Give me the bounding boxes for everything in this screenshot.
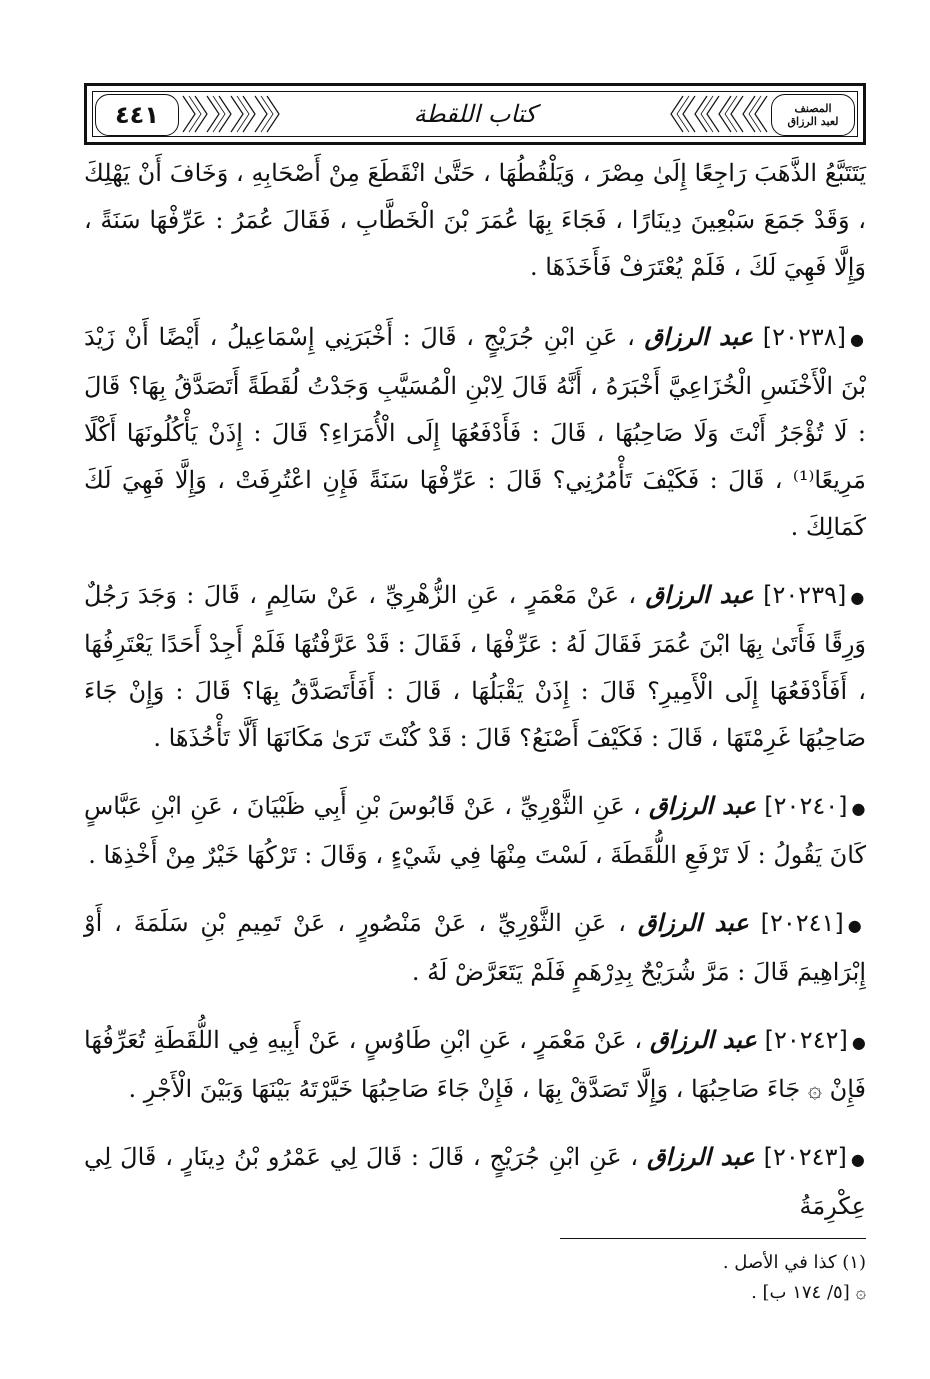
hadith-text: ، عَنْ مَعْمَرٍ ، عَنِ ابْنِ طَاوُسٍ ، عَنْ أَبِيهِ فِي اللُّقَطَةِ تُعَرِّفُهَا فَإِنْ ۞ جَاءَ صَاحِبُهَا ، وَإِلَّا تَصَدَّقْ بِهَا ، فَإِنْ جَاءَ صَاحِبُهَا خَيَّرْتَهُ بَيْنَهَا وَبَيْنَ الْأَجْرِ . <box>84 1026 866 1103</box>
page-number-box <box>95 94 179 136</box>
paragraph-continuation <box>84 150 866 291</box>
bullet-dot: ● <box>847 916 867 935</box>
hadith-number: [٢٠٢٤٠] <box>764 792 848 820</box>
chapter-title: كتاب اللقطة <box>413 100 537 128</box>
hadith-text: ، عَنِ ابْنِ جُرَيْجٍ ، قَالَ : قَالَ لِي عَمْرُو بْنُ دِينَارٍ ، قَالَ لِي عِكْرِمَةُ <box>84 1143 866 1220</box>
hadith-number: [٢٠٢٣٨] <box>762 323 846 351</box>
main-text <box>84 150 866 1250</box>
ornament-pattern-right <box>659 86 771 142</box>
hadith-number: [٢٠٢٤١] <box>760 909 844 937</box>
logo-line-1: المصنف <box>794 102 832 115</box>
narrator-name: عبد الرزاق <box>650 1025 757 1054</box>
hadith-number: [٢٠٢٤٢] <box>764 1026 848 1054</box>
narrator-name: عبد الرزاق <box>644 322 754 351</box>
hadith-entry <box>84 1016 866 1113</box>
bullet-dot: ● <box>849 330 866 349</box>
hadith-entry <box>84 313 866 551</box>
bullet-dot: ● <box>851 1033 866 1052</box>
narrator-name: عبد الرزاق <box>645 580 754 609</box>
footnote-2: ۞ [٥/ ١٧٤ ب] . <box>751 1282 866 1303</box>
hadith-entry <box>84 1133 866 1230</box>
hadith-text: ، عَنِ الثَّوْرِيِّ ، عَنْ مَنْصُورٍ ، عَنْ تَمِيمِ بْنِ سَلَمَةَ ، أَوْ إِبْرَاهِيمَ قَالَ : مَرَّ شُرَيْحٌ بِدِرْهَمٍ فَلَمْ يَتَعَرَّضْ لَهُ . <box>84 909 866 986</box>
bullet-dot: ● <box>850 588 867 607</box>
page-number: ٤٤١ <box>115 101 159 129</box>
hadith-entry <box>84 899 866 996</box>
ornament-pattern-left <box>179 86 291 142</box>
hadith-number: [٢٠٢٤٣] <box>763 1143 847 1171</box>
hadith-entry <box>84 571 866 762</box>
bullet-dot: ● <box>850 1150 866 1169</box>
logo-line-2: لعبد الرزاق <box>787 115 839 128</box>
paragraph-text: يَتَتَبَّعُ الذَّهَبَ رَاجِعًا إِلَىٰ مِصْرَ ، وَيَلْقُطُهَا ، حَتَّىٰ انْقَطَعَ مِنْ أَصْحَابِهِ ، وَخَافَ أَنْ يَهْلِكَ ، وَقَدْ جَمَعَ سَبْعِينَ دِينَارًا ، فَجَاءَ بِهَا عُمَرَ بْنَ الْخَطَّابِ ، فَقَالَ عُمَرُ : عَرِّفْهَا سَنَةً ، وَإِلَّا فَهِيَ لَكَ ، فَلَمْ يُعْتَرَفْ فَأَخَذَهَا . <box>84 159 866 281</box>
footnote-divider <box>560 1238 866 1239</box>
footnote-1: (١) كذا في الأصل . <box>722 1252 866 1273</box>
narrator-name: عبد الرزاق <box>648 791 757 820</box>
hadith-entry <box>84 782 866 879</box>
book-logo <box>771 94 855 136</box>
hadith-number: [٢٠٢٣٩] <box>763 581 847 609</box>
hadith-text: ، عَنْ مَعْمَرٍ ، عَنِ الزُّهْرِيِّ ، عَنْ سَالِمٍ ، قَالَ : وَجَدَ رَجُلٌ وَرِقًا فَأَتَىٰ بِهَا ابْنَ عُمَرَ فَقَالَ لَهُ : عَرِّفْهَا ، فَقَالَ : قَدْ عَرَّفْتُهَا فَلَمْ أَجِدْ أَحَدًا يَعْتَرِفُهَا ، أَفَأَدْفَعُهَا إِلَى الْأَمِيرِ؟ قَالَ : إِذَنْ يَقْبَلُهَا ، قَالَ : أَفَأَتَصَدَّقُ بِهَا؟ قَالَ : وَإِنْ جَاءَ صَاحِبُهَا غَرِمْتَهَا ، قَالَ : فَكَيْفَ أَصْنَعُ؟ قَالَ : قَدْ كُنْتَ تَرَىٰ مَكَانَهَا أَلَّا تَأْخُذَهَا . <box>84 581 866 752</box>
page-header <box>84 83 866 145</box>
narrator-name: عبد الرزاق <box>646 1142 755 1171</box>
bullet-dot: ● <box>851 799 866 818</box>
footnotes <box>500 1248 866 1308</box>
hadith-text: ، عَنِ ابْنِ جُرَيْجٍ ، قَالَ : أَخْبَرَنِي إِسْمَاعِيلُ ، أَيْضًا أَنْ زَيْدَ بْنَ الْأَخْنَسِ الْخُزَاعِيَّ أَخْبَرَهُ ، أَنَّهُ قَالَ لِابْنِ الْمُسَيَّبِ وَجَدْتُ لُقَطَةً أَتَصَدَّقُ بِهَا؟ قَالَ : لَا تُؤْجَرُ أَنْتَ وَلَا صَاحِبُهَا ، قَالَ : فَأَدْفَعُهَا إِلَى الْأُمَرَاءِ؟ قَالَ : إِذَنْ يَأْكُلُونَهَا أَكْلًا مَرِيعًا⁽¹⁾ ، قَالَ : فَكَيْفَ تَأْمُرُنِي؟ قَالَ : عَرِّفْهَا سَنَةً فَإِنِ اعْتُرِفَتْ ، وَإِلَّا فَهِيَ لَكَ كَمَالِكَ . <box>84 323 866 541</box>
hadith-text: ، عَنِ الثَّوْرِيِّ ، عَنْ قَابُوسَ بْنِ أَبِي ظَبْيَانَ ، عَنِ ابْنِ عَبَّاسٍ كَانَ يَقُولُ : لَا تَرْفَعِ اللُّقَطَةَ ، لَسْتَ مِنْهَا فِي شَيْءٍ ، وَقَالَ : تَرْكُهَا خَيْرٌ مِنْ أَخْذِهَا . <box>84 792 866 869</box>
narrator-name: عبد الرزاق <box>637 908 749 937</box>
